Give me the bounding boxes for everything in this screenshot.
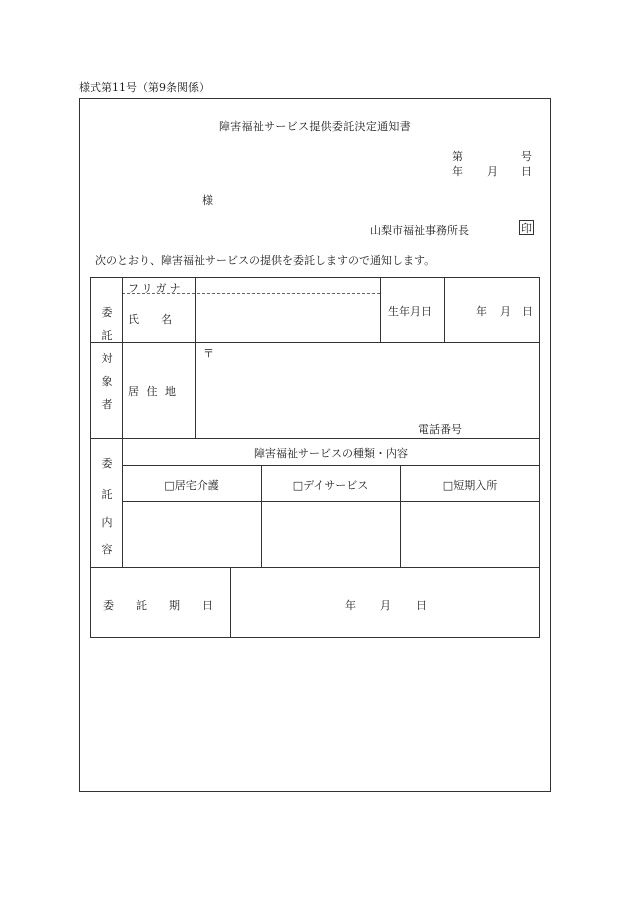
subject-label-char: 託 (101, 329, 113, 342)
birthdate-month: 月 (500, 305, 511, 318)
addressee-suffix: 様 (202, 194, 213, 207)
period-day: 日 (416, 599, 427, 612)
furigana-label: フリガナ (128, 282, 184, 295)
issuer-name: 山梨市福祉事務所長 (370, 224, 469, 237)
date-month-label: 月 (487, 165, 498, 178)
col-divider-field-label (195, 277, 196, 439)
address-label: 居 住 地 (128, 385, 178, 398)
number-suffix: 号 (521, 150, 532, 163)
seal-mark: 印 (521, 222, 532, 235)
subject-label-char: 対 (101, 352, 113, 365)
period-label: 委 託 期 日 (103, 599, 213, 612)
row-divider-content-heading (122, 465, 540, 466)
row-divider-subject-address (90, 342, 540, 343)
row-divider-subject-content (90, 438, 540, 439)
content-label-char: 容 (101, 543, 113, 556)
document-title: 障害福祉サービス提供委託決定通知書 (218, 120, 412, 133)
col-divider-name-birth (380, 277, 381, 343)
period-month: 月 (380, 599, 391, 612)
subject-label-char: 象 (101, 375, 113, 388)
row-divider-content-options (122, 501, 540, 502)
service-type-heading: 障害福祉サービスの種類・内容 (254, 447, 408, 460)
col-divider-label (122, 277, 123, 567)
col-divider-birth-value (444, 277, 445, 343)
phone-label: 電話番号 (418, 423, 462, 436)
postal-mark: 〒 (203, 347, 214, 360)
name-label: 氏 名 (128, 313, 172, 326)
number-prefix: 第 (452, 150, 463, 163)
birthdate-day: 日 (522, 305, 533, 318)
subject-label-char: 委 (101, 306, 113, 319)
option-home-care[interactable]: □居宅介護 (164, 479, 219, 492)
date-day-label: 日 (521, 165, 532, 178)
form-number: 様式第11号（第9条関係） (79, 81, 210, 94)
content-label-char: 内 (101, 516, 113, 529)
option-day-service[interactable]: □デイサービス (292, 479, 369, 492)
birthdate-year: 年 (476, 305, 487, 318)
option-short-stay[interactable]: □短期入所 (442, 479, 498, 492)
period-year: 年 (345, 599, 356, 612)
birthdate-label: 生年月日 (388, 305, 432, 318)
content-label-char: 委 (101, 457, 113, 470)
intro-text: 次のとおり、障害福祉サービスの提供を委託しますので通知します。 (95, 254, 436, 267)
content-label-char: 託 (101, 488, 113, 501)
date-year-label: 年 (452, 165, 463, 178)
row-divider-content-period (90, 567, 540, 568)
subject-label-char: 者 (101, 398, 113, 411)
col-divider-period (230, 567, 231, 638)
